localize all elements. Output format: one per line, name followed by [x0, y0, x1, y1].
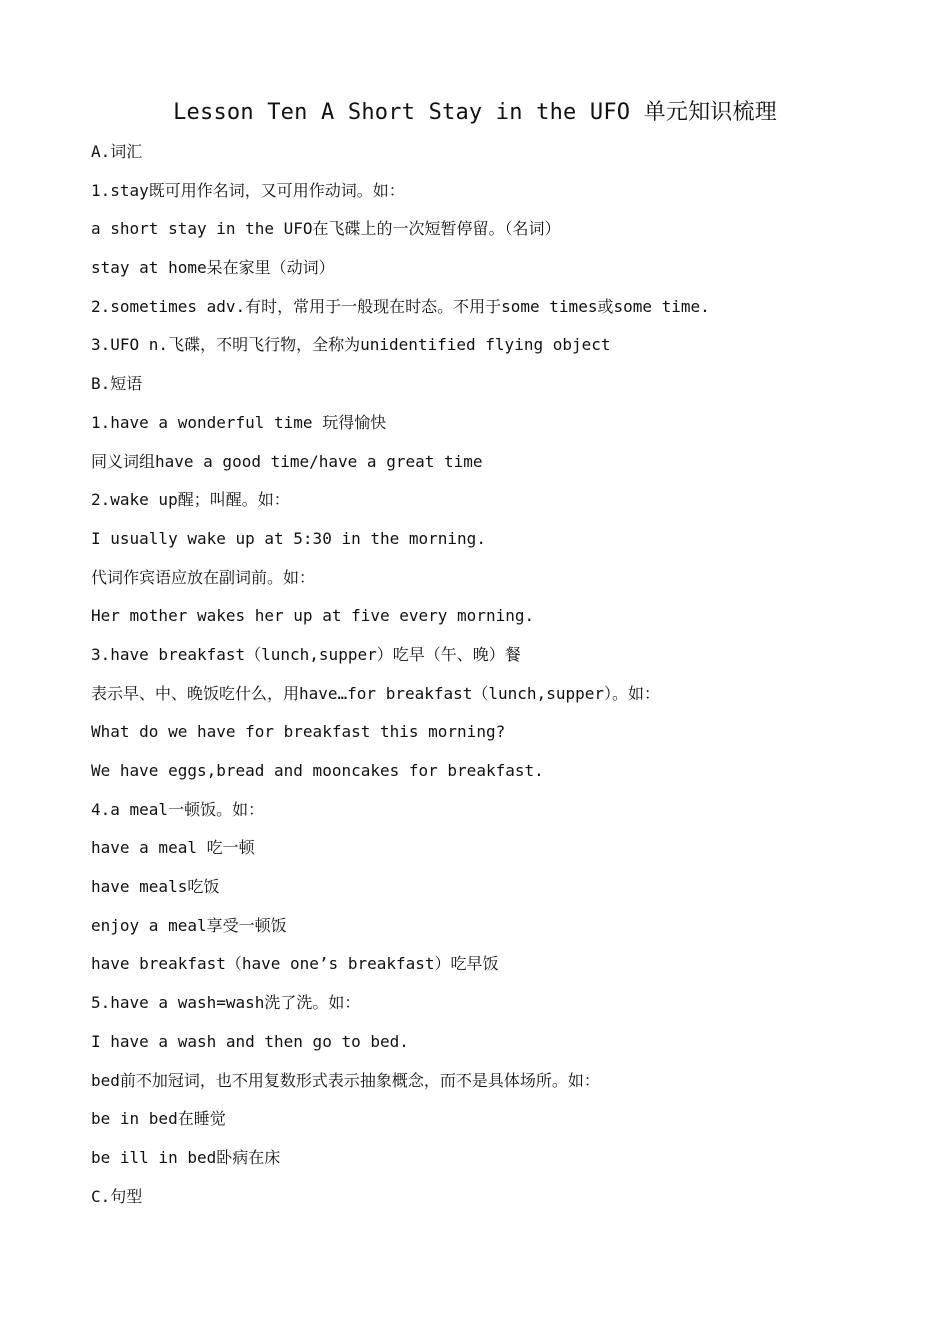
text-line: be ill in bed卧病在床 [91, 1147, 281, 1167]
text-line: 4.a meal一顿饭。如： [91, 799, 265, 819]
text-line: Her mother wakes her up at five every morning. [91, 606, 535, 626]
text-line: B.短语 [91, 374, 143, 394]
text-line: I usually wake up at 5:30 in the morning. [91, 528, 486, 548]
text-line: a short stay in the UFO在飞碟上的一次短暂停留。（名词） [91, 219, 561, 239]
text-line: 代词作宾语应放在副词前。如： [91, 567, 316, 587]
document-title: Lesson Ten A Short Stay in the UFO 单元知识梳理 [173, 100, 777, 125]
text-line: be in bed在睡觉 [91, 1109, 226, 1129]
text-line: bed前不加冠词，也不用复数形式表示抽象概念，而不是具体场所。如： [91, 1070, 600, 1090]
document-body [91, 136, 911, 1219]
text-line: We have eggs,bread and mooncakes for breakfast. [91, 761, 544, 780]
text-line: 1.stay既可用作名词，又可用作动词。如： [91, 180, 405, 200]
text-line: 同义词组have a good time/have a great time [91, 451, 483, 471]
text-line: 表示早、中、晚饭吃什么，用have…for breakfast（lunch,supper）。如： [91, 683, 660, 703]
text-line: stay at home呆在家里（动词） [91, 258, 335, 278]
text-line: 5.have a wash=wash洗了洗。如： [91, 993, 361, 1013]
text-line: 2.wake up醒；叫醒。如： [91, 490, 290, 510]
text-line: 1.have a wonderful time 玩得愉快 [91, 412, 387, 432]
text-line: C.句型 [91, 1186, 143, 1206]
text-line: have breakfast（have one’s breakfast）吃早饭 [91, 954, 499, 974]
text-line: A.词汇 [91, 142, 143, 161]
text-line: What do we have for breakfast this morning? [91, 722, 506, 742]
text-line: 2.sometimes adv.有时，常用于一般现在时态。不用于some times或some time. [91, 296, 710, 316]
text-line: I have a wash and then go to bed. [91, 1031, 409, 1051]
text-line: have meals吃饭 [91, 877, 220, 897]
text-line: enjoy a meal享受一顿饭 [91, 915, 287, 935]
text-line: 3.UFO n.飞碟，不明飞行物，全称为unidentified flying object [91, 335, 611, 355]
text-line: 3.have breakfast（lunch,supper）吃早（午、晚）餐 [91, 644, 521, 664]
text-line: have a meal 吃一顿 [91, 838, 255, 858]
